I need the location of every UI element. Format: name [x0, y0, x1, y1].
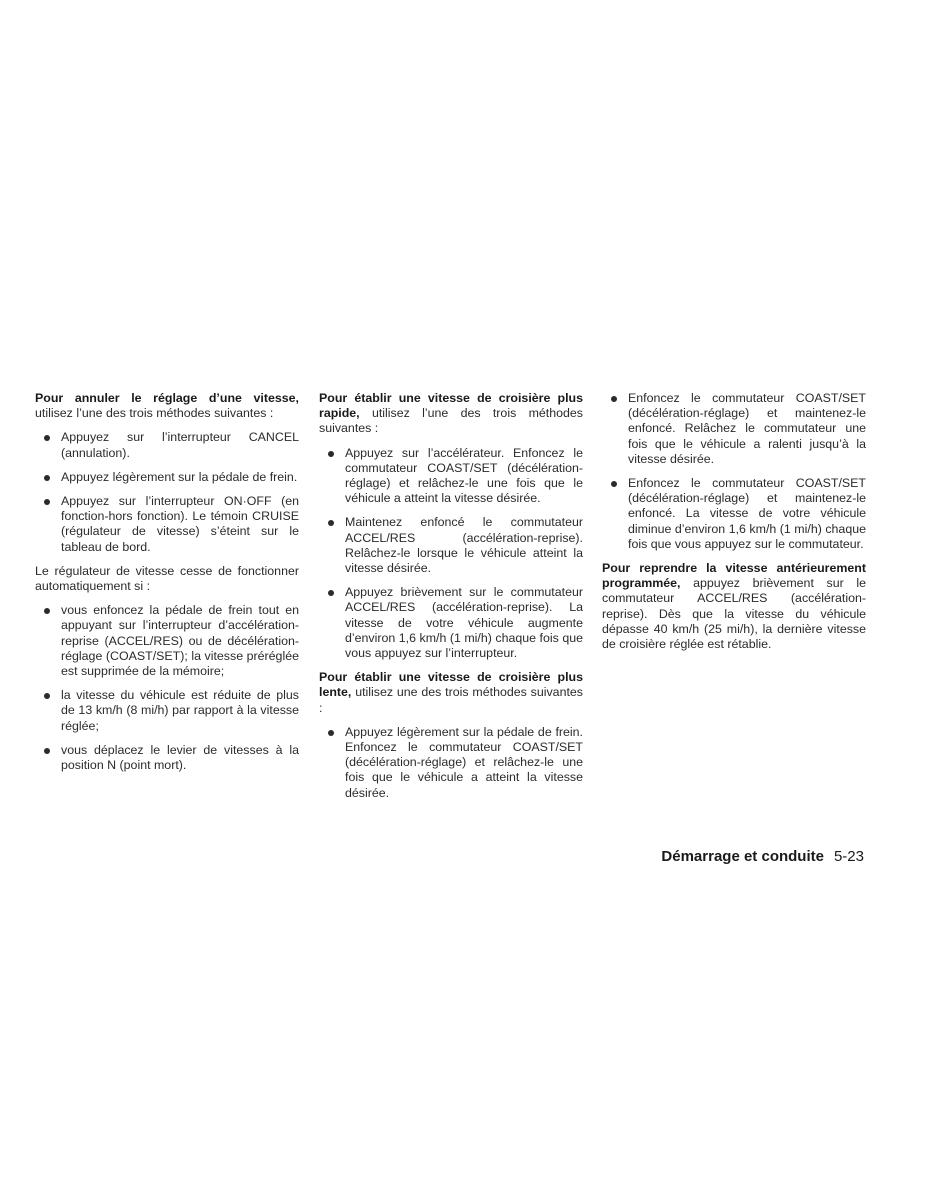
heading-slower-speed: Pour établir une vitesse de croisière plus lente,	[319, 670, 583, 700]
list-item: Appuyez légèrement sur la pédale de frein.	[35, 470, 299, 485]
page-footer	[661, 848, 864, 866]
bullet-list-cancel-methods	[35, 430, 299, 554]
bullet-list-faster-methods	[319, 446, 583, 662]
paragraph-text: utilisez l’une des trois méthodes suivantes :	[35, 406, 274, 421]
list-item: la vitesse du véhicule est réduite de plus de 13 km/h (8 mi/h) par rapport à la vitesse réglée;	[35, 688, 299, 734]
paragraph-text: utilisez une des trois méthodes suivantes :	[319, 685, 583, 715]
paragraph-text: appuyez brièvement sur le commutateur ACCEL/RES (accélération-reprise). Dès que la vitesse du véhicule dépasse 40 km/h (25 mi/h), la dernière vitesse de croisière réglée est rétablie.	[602, 576, 866, 652]
paragraph-faster-speed	[319, 391, 583, 437]
list-item: Enfoncez le commutateur COAST/SET (décélération-réglage) et maintenez-le enfoncé. Relâchez le commutateur une fois que le véhicule a ralenti jusqu’à la vitesse désirée.	[602, 391, 866, 467]
text-column-2	[319, 391, 583, 810]
text-column-1	[35, 391, 299, 782]
paragraph-cancel-speed	[35, 391, 299, 421]
list-item: Appuyez sur l’accélérateur. Enfoncez le commutateur COAST/SET (décélération-réglage) et relâchez-le une fois que le véhicule a atteint la vitesse désirée.	[319, 446, 583, 507]
paragraph-text: utilisez l’une des trois méthodes suivantes :	[319, 406, 583, 436]
heading-cancel-speed: Pour annuler le réglage d’une vitesse,	[35, 391, 299, 405]
heading-faster-speed: Pour établir une vitesse de croisière plus rapide,	[319, 391, 583, 421]
paragraph-slower-speed	[319, 670, 583, 716]
list-item: vous déplacez le levier de vitesses à la position N (point mort).	[35, 743, 299, 773]
heading-resume-speed: Pour reprendre la vitesse antérieurement programmée,	[602, 561, 866, 591]
text-column-3	[602, 391, 866, 661]
bullet-list-slower-methods	[319, 725, 583, 801]
list-item: Maintenez enfoncé le commutateur ACCEL/RES (accélération-reprise). Relâchez-le lorsque le véhicule atteint la vitesse désirée.	[319, 515, 583, 576]
bullet-list-slower-methods-continued	[602, 391, 866, 552]
list-item: Appuyez sur l’interrupteur ON·OFF (en fonction-hors fonction). Le témoin CRUISE (régulateur de vitesse) s’éteint sur le tableau de bord.	[35, 494, 299, 555]
list-item: Enfoncez le commutateur COAST/SET (décélération-réglage) et maintenez-le enfoncé. La vitesse de votre véhicule diminue d’environ 1,6 km/h (1 mi/h) chaque fois que vous appuyez sur le commutateur.	[602, 476, 866, 552]
paragraph-auto-cancel: Le régulateur de vitesse cesse de fonctionner automatiquement si :	[35, 563, 299, 594]
list-item: Appuyez sur l’interrupteur CANCEL (annulation).	[35, 430, 299, 460]
list-item: Appuyez brièvement sur le commutateur ACCEL/RES (accélération-reprise). La vitesse de votre véhicule augmente d’environ 1,6 km/h (1 mi/h) chaque fois que vous appuyez sur l’interrupteur.	[319, 585, 583, 661]
paragraph-resume-speed	[602, 561, 866, 652]
page-number: 5-23	[833, 848, 864, 865]
list-item: Appuyez légèrement sur la pédale de frein. Enfoncez le commutateur COAST/SET (décélération-réglage) et relâchez-le une fois que le véhicule a atteint la vitesse désirée.	[319, 725, 583, 801]
list-item: vous enfoncez la pédale de frein tout en appuyant sur l’interrupteur d’accélération-reprise (ACCEL/RES) ou de décélération-réglage (COAST/SET); la vitesse préréglée est supprimée de la mémoire;	[35, 603, 299, 679]
bullet-list-auto-cancel-conditions	[35, 603, 299, 773]
section-title: Démarrage et conduite	[661, 848, 824, 865]
